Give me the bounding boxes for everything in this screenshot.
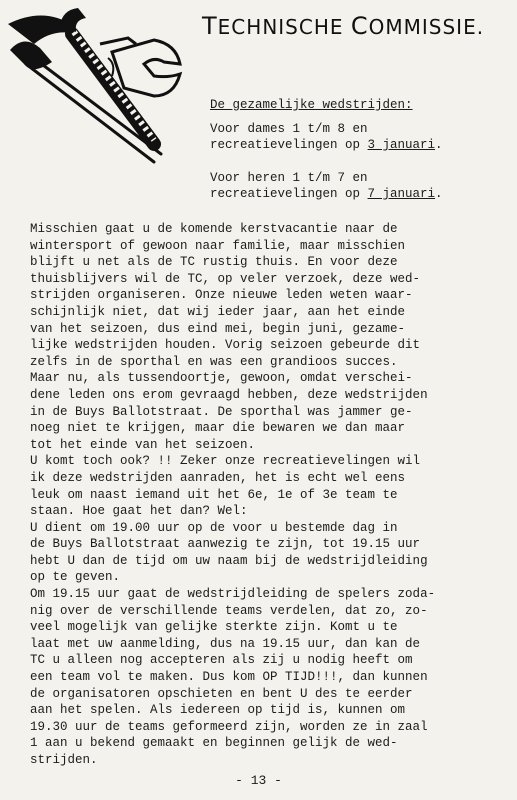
body-line: tot het einde van het seizoen.: [30, 437, 256, 452]
heren-date: 7 januari: [367, 187, 436, 201]
body-line: U dient om 19.00 uur op de voor u bestemde dag in: [30, 520, 398, 535]
body-line: Misschien gaat u de komende kerstvacantie naar de: [30, 222, 398, 236]
title-second-word-rest: OMMISSIE.: [368, 15, 485, 39]
body-line: blijft u net als de TC rustig thuis. En voor deze: [30, 255, 398, 270]
body-line: van het seizoen, dus eind mei, begin juni, gezame-: [30, 321, 406, 336]
title-second-letter: C: [350, 12, 369, 40]
body-line: TC u alleen nog accepteren als zij u nodig heeft om: [30, 653, 413, 668]
body-line: Maar nu, als tussendoortje, gewoon, omdat verschei-: [30, 371, 413, 386]
body-line: in de Buys Ballotstraat. De sporthal was jammer ge-: [30, 404, 413, 419]
heren-date-suffix: .: [435, 187, 443, 201]
body-line: de Buys Ballotstraat aanwezig te zijn, tot 19.15 uur: [30, 537, 421, 552]
title-word-rest: ECHNISCHE: [217, 15, 351, 39]
body-line: leuk om naast iemand uit het 6e, 1e of 3e team te: [30, 487, 398, 502]
body-line: een team vol te maken. Dus kom OP TIJD!!!, dan kunnen: [30, 670, 428, 685]
body-line: strijden.: [30, 753, 98, 767]
announcement-heren: [210, 170, 510, 202]
page-number: - 13 -: [235, 773, 282, 788]
dames-date-suffix: .: [435, 138, 443, 152]
dames-date-line: [210, 137, 510, 153]
dames-date: 3 januari: [367, 138, 436, 152]
announcement-dames: [210, 121, 510, 153]
body-line: hebt U dan de tijd om uw naam bij de wedstrijdleiding: [30, 553, 428, 568]
body-line: de organisatoren opschieten en bent U des te eerder: [30, 686, 413, 701]
title-first-letter: T: [202, 12, 218, 40]
announcement-heading: De gezamelijke wedstrijden:: [210, 98, 413, 112]
body-line: thuisblijvers wil de TC, op veler verzoek, deze wed-: [30, 271, 421, 286]
body-line: staan. Hoe gaat het dan? Wel:: [30, 504, 248, 519]
body-line: nig over de verschillende teams verdelen, dat zo, zo-: [30, 603, 428, 618]
body-line: ik deze wedstrijden aanraden, het is echt wel eens: [30, 470, 406, 485]
body-line: schijnlijk niet, dat wij ieder jaar, aan het einde: [30, 304, 406, 319]
body-line: noeg niet te krijgen, maar die bewaren we dan maar: [30, 421, 406, 436]
body-line: U komt toch ook? !! Zeker onze recreatievelingen wil: [30, 454, 421, 469]
body-line: strijden organiseren. Onze nieuwe leden weten waar-: [30, 288, 413, 303]
body-line: 1 aan u bekend gemaakt en beginnen gelijk de wed-: [30, 736, 398, 751]
page-title: [202, 12, 512, 40]
body-line: op te geven.: [30, 570, 121, 585]
body-line: zelfs in de sporthal en was een grandioos succes.: [30, 354, 398, 369]
body-line: aan het spelen. Als iedereen op tijd is, kunnen om: [30, 703, 406, 718]
wrench-and-hammer-drawing: [4, 4, 194, 174]
body-line: Om 19.15 uur gaat de wedstrijdleiding de spelers zoda-: [30, 587, 436, 602]
heren-line: Voor heren 1 t/m 7 en: [210, 171, 368, 185]
dames-line: Voor dames 1 t/m 8 en: [210, 122, 368, 136]
body-line: veel mogelijk van gelijke sterkte zijn. Komt u te: [30, 620, 398, 635]
announcement: [210, 97, 510, 219]
dames-date-prefix: recreatievelingen op: [210, 138, 368, 152]
heren-date-prefix: recreatievelingen op: [210, 187, 368, 201]
body-line: lijke wedstrijden houden. Vorig seizoen gebeurde dit: [30, 338, 421, 353]
article-body: [30, 221, 515, 769]
body-line: 19.30 uur de teams geformeerd zijn, worden ze in zaal: [30, 719, 428, 734]
body-line: wintersport of gewoon naar familie, maar misschien: [30, 238, 406, 253]
body-line: dene leden ons erom gevraagd hebben, deze wedstrijden: [30, 387, 428, 402]
body-line: laat met uw aanmelding, dus na 19.15 uur, dan kan de: [30, 636, 421, 651]
heren-date-line: [210, 186, 510, 202]
